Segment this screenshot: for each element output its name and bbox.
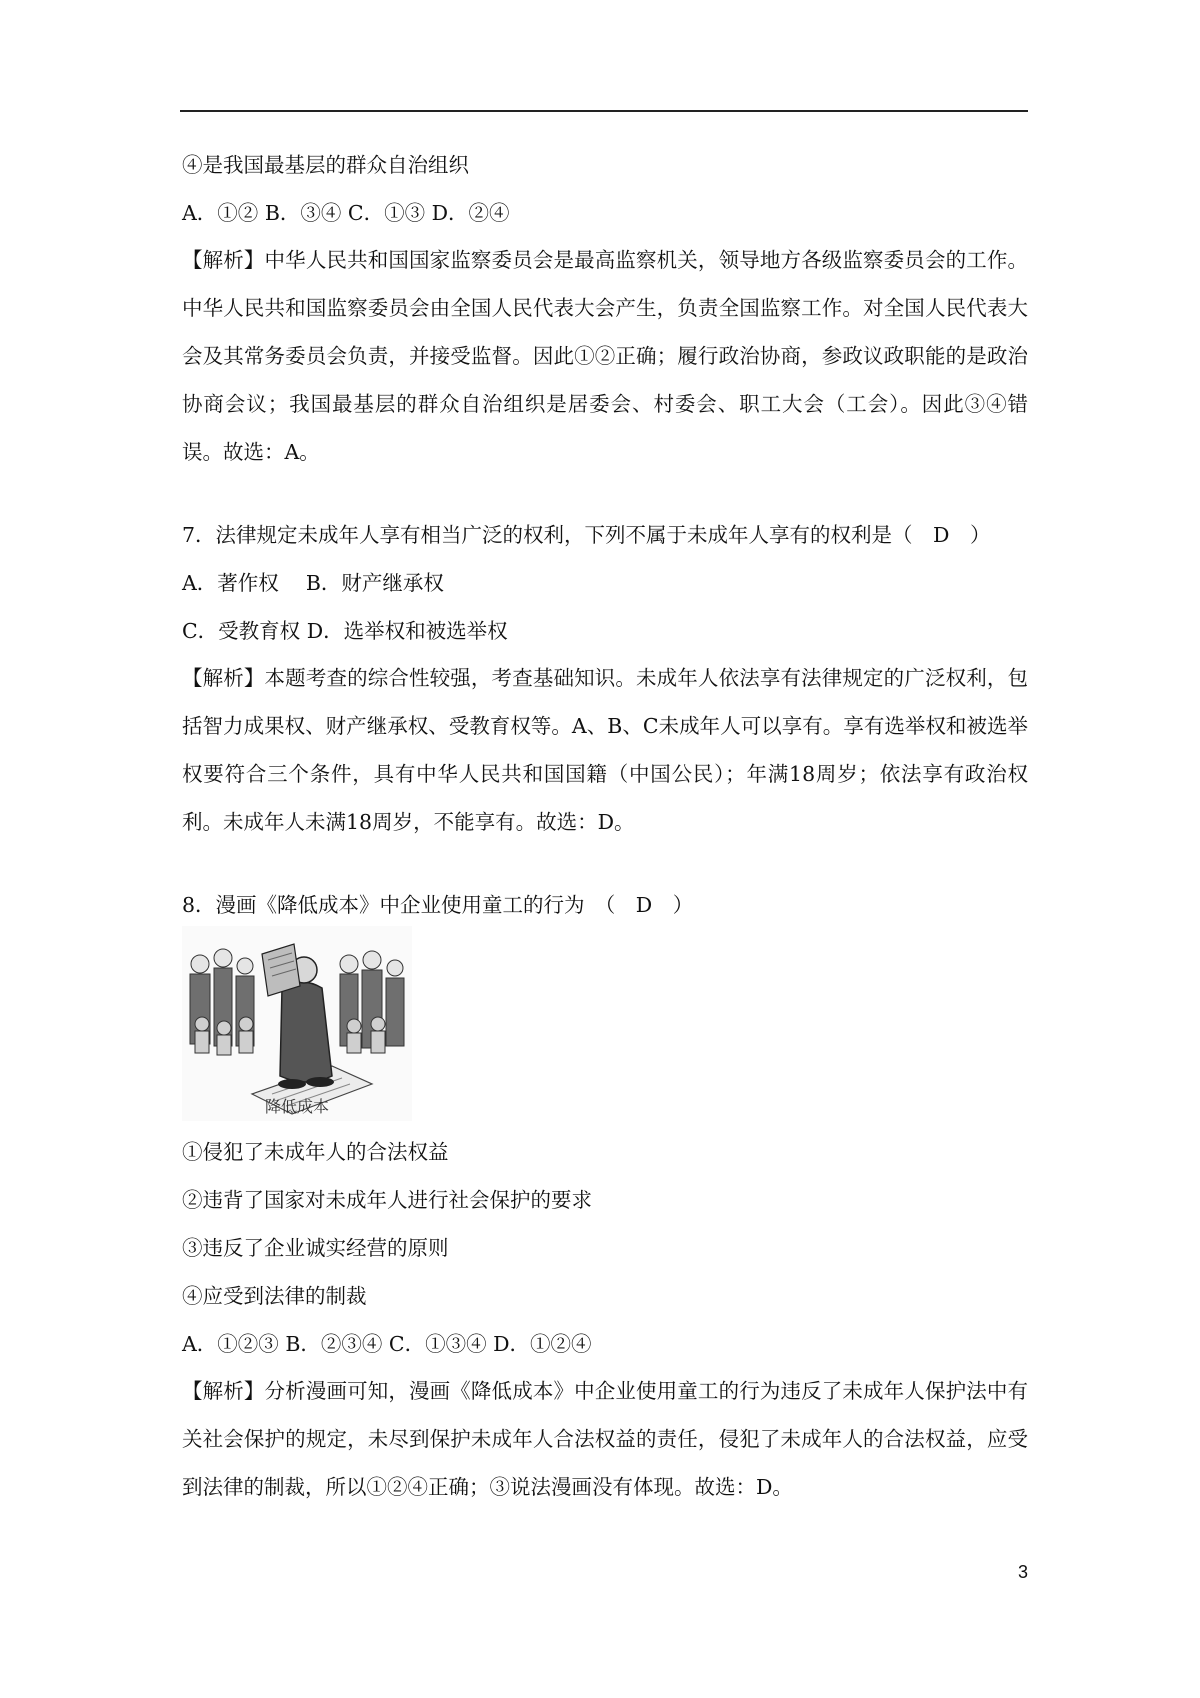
cartoon-image xyxy=(182,926,412,1121)
header-rule xyxy=(180,110,1028,112)
page-content xyxy=(182,150,1028,1511)
page-number: 3 xyxy=(1017,1562,1028,1582)
q8-option-2: ②违背了国家对未成年人进行社会保护的要求 xyxy=(182,1188,592,1212)
q7-stem: 7．法律规定未成年人享有相当广泛的权利，下列不属于未成年人享有的权利是（ D ） xyxy=(182,523,991,547)
q8-option-3: ③违反了企业诚实经营的原则 xyxy=(182,1236,449,1260)
q7-analysis: 【解析】本题考查的综合性较强，考查基础知识。未成年人依法享有法律规定的广泛权利，包括智力成果权、财产继承权、受教育权等。A、B、C未成年人可以享有。享有选举权和被选举权要符合三个条件，具有中华人民共和国国籍（中国公民）；年满18周岁；依法享有政治权利。未成年人未满18周岁，不能享有。故选：D。 xyxy=(182,666,1028,834)
q8-option-4: ④应受到法律的制裁 xyxy=(182,1284,367,1308)
q6-option-4: ④是我国最基层的群众自治组织 xyxy=(182,153,469,177)
q8-analysis: 【解析】分析漫画可知，漫画《降低成本》中企业使用童工的行为违反了未成年人保护法中有关社会保护的规定，未尽到保护未成年人合法权益的责任，侵犯了未成年人的合法权益，应受到法律的制裁，所以①②④正确；③说法漫画没有体现。故选：D。 xyxy=(182,1379,1028,1499)
cartoon-figure xyxy=(182,926,412,1121)
q7-choices-cd: C．受教育权 D．选举权和被选举权 xyxy=(182,619,508,643)
q7-choices-ab: A．著作权 B．财产继承权 xyxy=(182,571,444,595)
cartoon-caption: 降低成本 xyxy=(264,1097,330,1116)
q8-option-1: ①侵犯了未成年人的合法权益 xyxy=(182,1140,449,1164)
q6-analysis: 【解析】中华人民共和国国家监察委员会是最高监察机关，领导地方各级监察委员会的工作。中华人民共和国监察委员会由全国人民代表大会产生，负责全国监察工作。对全国人民代表大会及其常务委员会负责，并接受监督。因此①②正确；履行政治协商，参政议政职能的是政治协商会议；我国最基层的群众自治组织是居委会、村委会、职工大会（工会）。因此③④错误。故选：A。 xyxy=(182,248,1028,464)
q8-choices: A．①②③ B．②③④ C．①③④ D．①②④ xyxy=(182,1332,592,1356)
q8-stem: 8．漫画《降低成本》中企业使用童工的行为 （ D ） xyxy=(182,893,694,917)
q6-choices: A．①② B．③④ C．①③ D．②④ xyxy=(182,201,510,225)
